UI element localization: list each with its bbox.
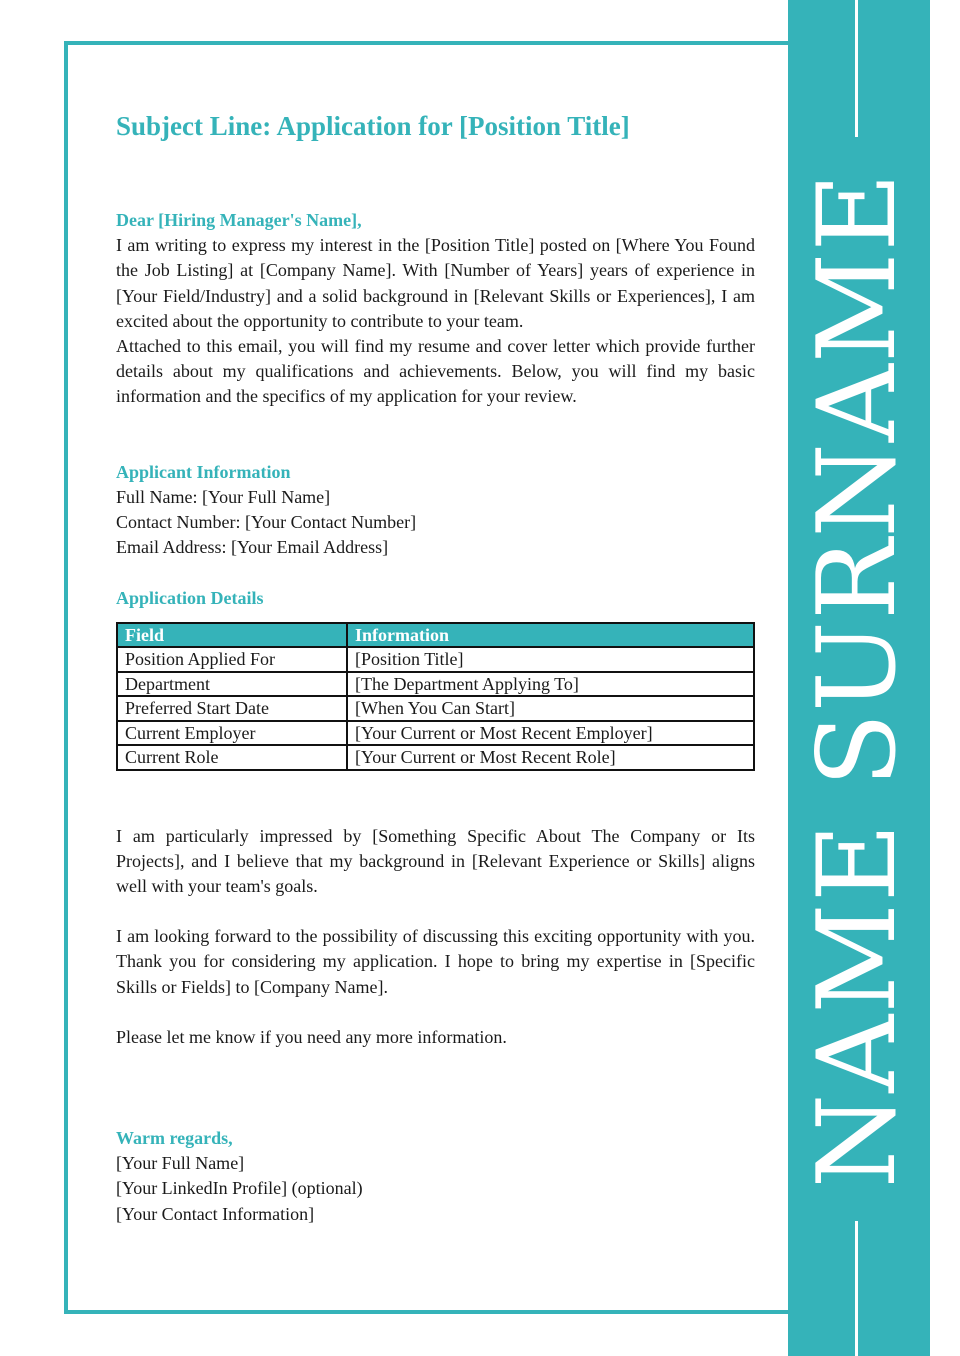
table-cell-information: [Your Current or Most Recent Employer] <box>347 721 754 746</box>
applicant-full-name: Full Name: [Your Full Name] <box>116 486 331 507</box>
applicant-contact-number: Contact Number: [Your Contact Number] <box>116 512 417 533</box>
table-header-row <box>117 623 754 648</box>
table-cell-field: Current Role <box>117 745 347 770</box>
forward-paragraph: I am looking forward to the possibility of discussing this exciting opportunity with you. Thank you for considering my application. I hope to bring my expertise in [Specific Skills or Fields] to [Company Name]. <box>116 926 755 997</box>
subject-line: Subject Line: Application for [Position Title] <box>116 111 630 141</box>
let-me-know-line: Please let me know if you need any more information. <box>116 1026 507 1047</box>
applicant-info-heading: Applicant Information <box>116 461 291 482</box>
table-cell-information: [Position Title] <box>347 647 754 672</box>
sidebar-rule-bottom <box>855 1221 858 1356</box>
applicant-email: Email Address: [Your Email Address] <box>116 537 389 558</box>
signature-full-name: [Your Full Name] <box>116 1153 245 1174</box>
table-cell-field: Position Applied For <box>117 647 347 672</box>
table-row <box>117 721 754 746</box>
table-row <box>117 696 754 721</box>
table-cell-field: Current Employer <box>117 721 347 746</box>
table-header-information: Information <box>347 623 754 648</box>
signature-contact: [Your Contact Information] <box>116 1203 315 1224</box>
attached-paragraph: Attached to this email, you will find my resume and cover letter which provide further details about my qualifications and achievements. Below, you will find my basic information and the specifics of my application for your review. <box>116 336 755 407</box>
table-header-field: Field <box>117 623 347 648</box>
greeting: Dear [Hiring Manager's Name], <box>116 210 362 230</box>
intro-paragraph: I am writing to express my interest in the [Position Title] posted on [Where You Found the Job Listing] at [Company Name]. With [Number of Years] years of experience in [Your Field/Industry] and a solid background in [Relevant Skills or Experiences], I am excited about the opportunity to contribute to your team. <box>116 235 755 331</box>
sign-off: Warm regards, <box>116 1128 233 1149</box>
table-cell-field: Preferred Start Date <box>117 696 347 721</box>
sidebar-rule-top <box>855 0 858 137</box>
signature-linkedin: [Your LinkedIn Profile] (optional) <box>116 1178 363 1199</box>
table-cell-information: [The Department Applying To] <box>347 672 754 697</box>
table-row <box>117 672 754 697</box>
application-details-heading: Application Details <box>116 588 264 609</box>
impressed-paragraph: I am particularly impressed by [Something Specific About The Company or Its Projects], and I believe that my background in [Relevant Experience or Skills] aligns well with your team's goals. <box>116 825 755 897</box>
table-row <box>117 647 754 672</box>
table-cell-information: [When You Can Start] <box>347 696 754 721</box>
application-details-table <box>116 622 755 771</box>
table-row <box>117 745 754 770</box>
vertical-name-text: NAME SURNAME <box>795 171 920 1189</box>
table-cell-field: Department <box>117 672 347 697</box>
letter-body <box>116 108 755 1227</box>
table-cell-information: [Your Current or Most Recent Role] <box>347 745 754 770</box>
